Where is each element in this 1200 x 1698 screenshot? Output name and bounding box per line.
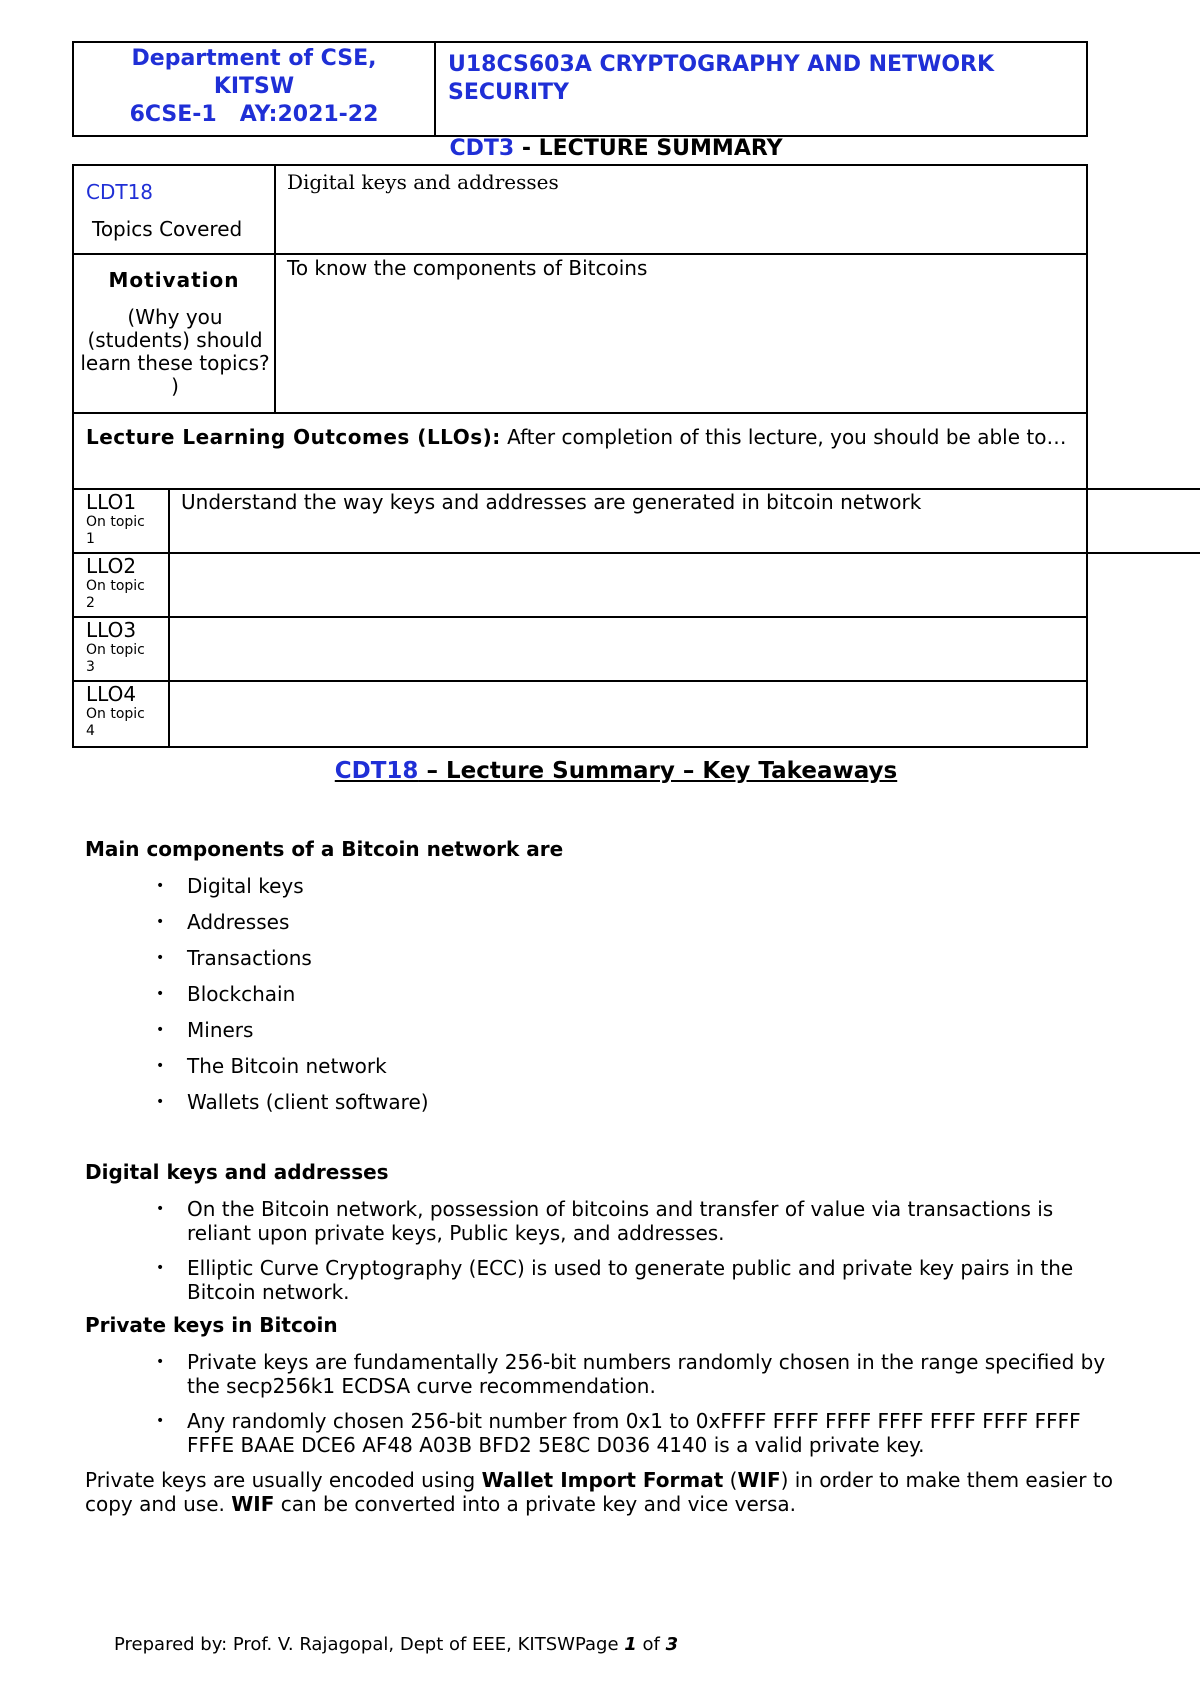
- llo-intro: [86, 424, 1076, 450]
- llo1-label: LLO1: [86, 490, 137, 514]
- lecture-summary-heading: [0, 136, 1200, 161]
- dept-line-1: Department of CSE,: [131, 46, 377, 71]
- subheading-code: CDT3: [449, 136, 515, 161]
- llo3-label-cell: [86, 618, 166, 676]
- private-keys-list: [156, 1350, 1117, 1457]
- takeaways-title-code: CDT18: [334, 758, 419, 784]
- list-item: • Blockchain: [156, 982, 296, 1006]
- components-list: [156, 874, 429, 1114]
- prepared-by: Prepared by: Prof. V. Rajagopal, Dept of EEE, KITSW: [114, 1634, 575, 1655]
- private-keys-heading: Private keys in Bitcoin: [85, 1313, 338, 1337]
- list-item: • Any randomly chosen 256-bit number from 0x1 to 0xFFFF FFFF FFFF FFFF FFFF FFFF FFFF FFFE BAAE DCE6 AF48 A03B BFD2 5E8C D036 4140 is a valid private key.: [156, 1409, 1081, 1457]
- llo1-sub: On topic 1: [86, 514, 145, 547]
- list-item: • Digital keys: [156, 874, 304, 898]
- wif-paragraph: Private keys are usually encoded using Wallet Import Format (WIF) in order to make them easier to copy and use. WIF can be converted into a private key and vice versa.: [85, 1468, 1113, 1516]
- llo2-label-cell: [86, 554, 166, 612]
- list-item: • Transactions: [156, 946, 312, 970]
- llo4-label: LLO4: [86, 682, 137, 706]
- llo3-sub: On topic 3: [86, 642, 145, 675]
- keys-list: [156, 1197, 1117, 1304]
- list-item: • Addresses: [156, 910, 290, 934]
- list-item: • Wallets (client software): [156, 1090, 429, 1114]
- components-heading: Main components of a Bitcoin network are: [85, 837, 564, 861]
- cdt-code: CDT18: [86, 180, 154, 204]
- page-total: 3: [665, 1634, 679, 1655]
- takeaways-title-rest: – Lecture Summary – Key Takeaways: [418, 758, 898, 784]
- subheading-rest: - LECTURE SUMMARY: [514, 136, 783, 161]
- page-number: 1: [624, 1634, 637, 1655]
- motivation-subtext: (Why you (students) should learn these topics? ): [80, 305, 270, 398]
- summary-table: [72, 164, 1088, 748]
- dept-line-3: 6CSE-1 AY:2021-22: [129, 102, 379, 127]
- list-item: • Miners: [156, 1018, 254, 1042]
- list-item: • Private keys are fundamentally 256-bit numbers randomly chosen in the range specified by the secp256k1 ECDSA curve recommendation.: [156, 1350, 1106, 1398]
- llo1-value: Understand the way keys and addresses are generated in bitcoin network: [181, 490, 922, 514]
- page-footer: [114, 1634, 678, 1655]
- list-item: • The Bitcoin network: [156, 1054, 387, 1078]
- llo-intro-text: After completion of this lecture, you should be able to…: [500, 425, 1067, 449]
- motivation-value: To know the components of Bitcoins: [287, 256, 648, 280]
- llo3-label: LLO3: [86, 618, 137, 642]
- llo2-label: LLO2: [86, 554, 137, 578]
- of-word: of: [636, 1634, 666, 1655]
- llo2-sub: On topic 2: [86, 578, 145, 611]
- topics-covered-label: Topics Covered: [92, 217, 243, 241]
- llo1-label-cell: [86, 490, 166, 548]
- dept-line-2: KITSW: [213, 74, 295, 99]
- course-title: U18CS603A CRYPTOGRAPHY AND NETWORK SECURITY: [448, 52, 995, 105]
- page-word: Page: [574, 1634, 625, 1655]
- key-takeaways-title: [0, 758, 1200, 784]
- llo4-sub: On topic 4: [86, 706, 145, 739]
- topics-covered-value: Digital keys and addresses: [287, 170, 559, 194]
- keys-heading: Digital keys and addresses: [85, 1160, 389, 1184]
- list-item: • Elliptic Curve Cryptography (ECC) is used to generate public and private key pairs in the Bitcoin network.: [156, 1256, 1074, 1304]
- llo-heading: Lecture Learning Outcomes (LLOs):: [86, 425, 501, 449]
- llo4-label-cell: [86, 682, 166, 740]
- motivation-label: Motivation: [108, 268, 240, 292]
- document-header: [72, 41, 1088, 137]
- takeaways-title-text: [335, 758, 897, 784]
- list-item: • On the Bitcoin network, possession of bitcoins and transfer of value via transactions is reliant upon private keys, Public keys, and addresses.: [156, 1197, 1054, 1245]
- department-block: [74, 43, 436, 135]
